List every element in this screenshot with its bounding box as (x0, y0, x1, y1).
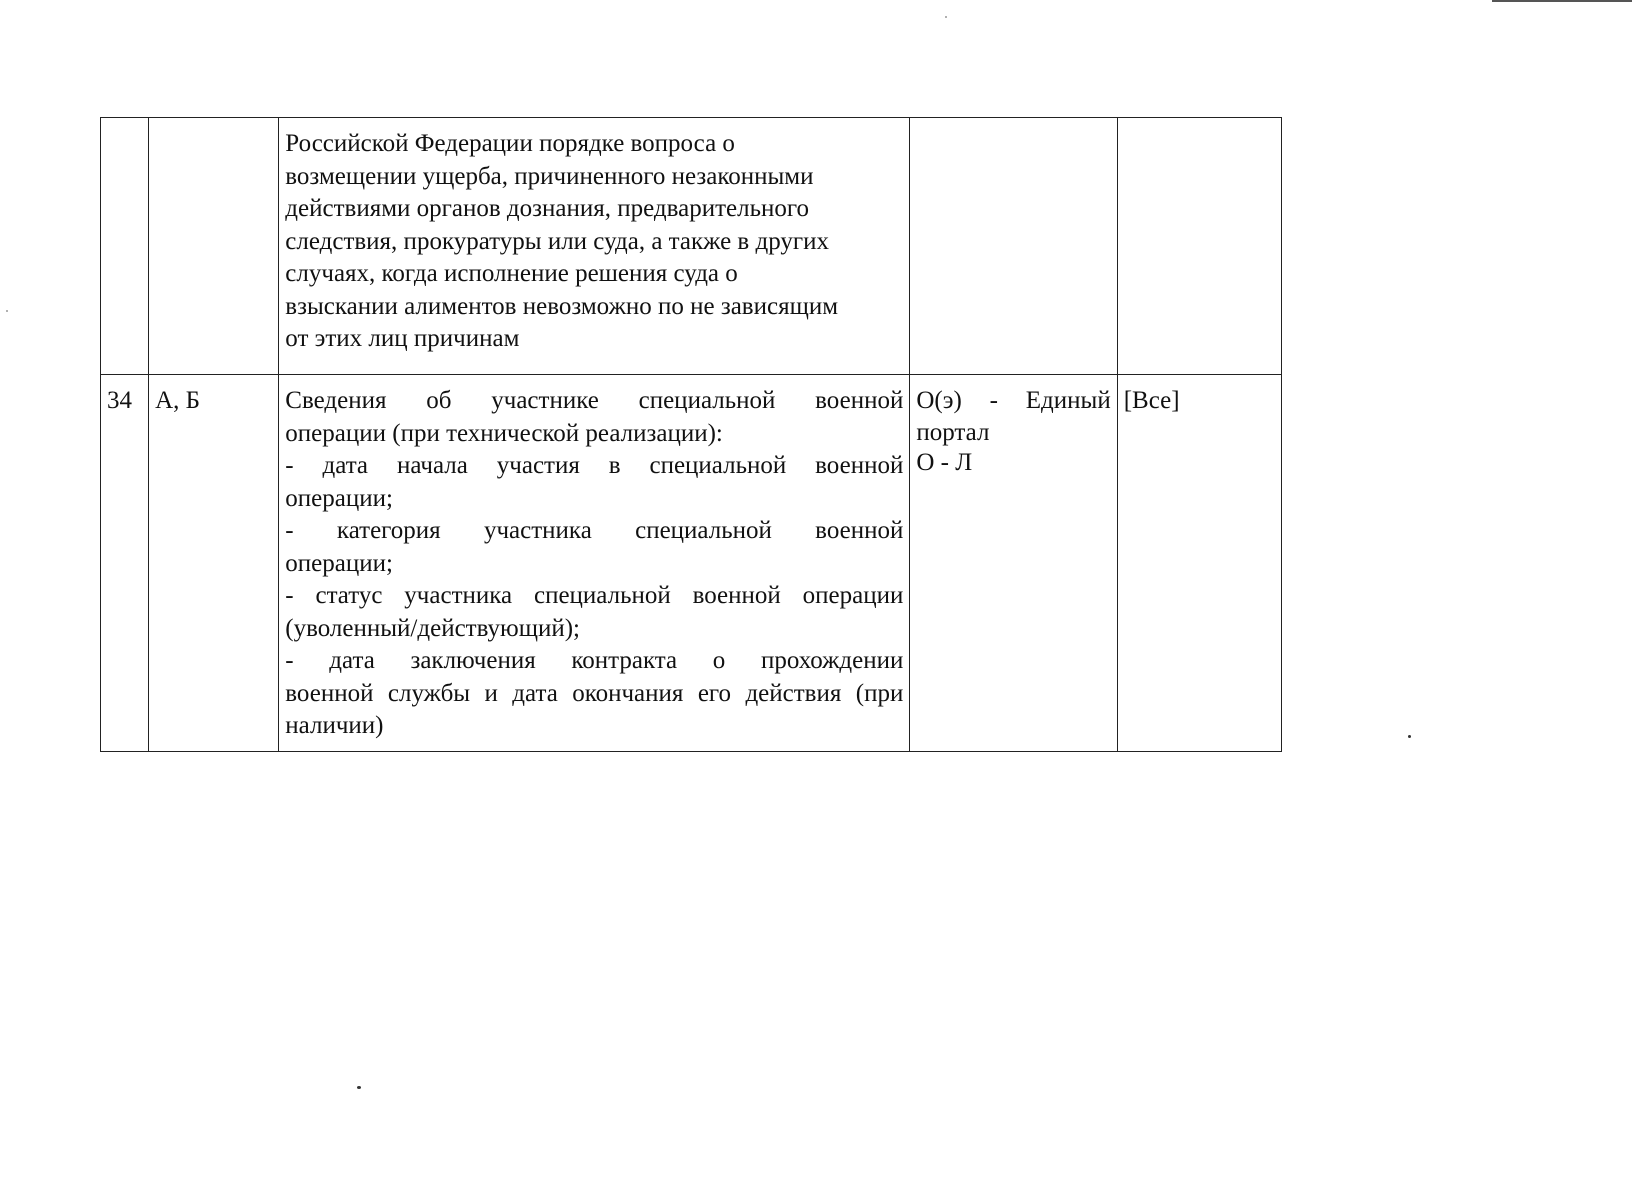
description-line: - статус участника специальной военной операции (285, 582, 904, 609)
scan-speck (1408, 735, 1411, 738)
description-line: - дата начала участия в специальной военной (285, 452, 904, 479)
description-line: возмещении ущерба, причиненного незаконными (285, 162, 814, 190)
cell-source (910, 118, 1117, 375)
source-line: О - Л (916, 448, 973, 476)
description-line: операции (при технической реализации): (285, 419, 723, 447)
description-line: - дата заключения контракта о прохождении (285, 647, 904, 674)
description-line: взыскании алиментов невозможно по не зависящим (285, 292, 839, 320)
description-line: (уволенный/действующий); (285, 614, 580, 642)
cell-number: 34 (101, 375, 149, 752)
description-line: - категория участника специальной военной (285, 517, 904, 544)
description-line: наличии) (285, 712, 384, 739)
cell-description (279, 118, 910, 375)
description-line: от этих лиц причинам (285, 325, 520, 352)
table-row (101, 375, 1282, 752)
description-line: Российской Федерации порядке вопроса о (285, 130, 735, 157)
scan-speck (357, 1086, 361, 1089)
table-row (101, 118, 1282, 375)
cell-category: А, Б (149, 375, 279, 752)
cell-source (910, 375, 1117, 752)
cell-access: [Все] (1117, 375, 1281, 752)
description-line: следствия, прокуратуры или суда, а также в других (285, 227, 829, 255)
scan-edge-mark (1492, 0, 1632, 2)
description-line: случаях, когда исполнение решения суда о (285, 260, 738, 287)
cell-description (279, 375, 910, 752)
description-line: военной службы и дата окончания его действия (при (285, 679, 904, 707)
scan-speck (945, 16, 947, 18)
description-line: Сведения об участнике специальной военной (285, 387, 904, 414)
cell-access (1117, 118, 1281, 375)
description-line: операции; (285, 484, 393, 512)
description-line: действиями органов дознания, предварительного (285, 195, 809, 222)
source-line: портал (916, 418, 990, 446)
source-line: О(э) - Единый (916, 387, 1111, 414)
description-line: операции; (285, 549, 393, 577)
data-table (100, 117, 1282, 752)
cell-number (101, 118, 149, 375)
cell-category (149, 118, 279, 375)
scan-speck (6, 310, 8, 312)
